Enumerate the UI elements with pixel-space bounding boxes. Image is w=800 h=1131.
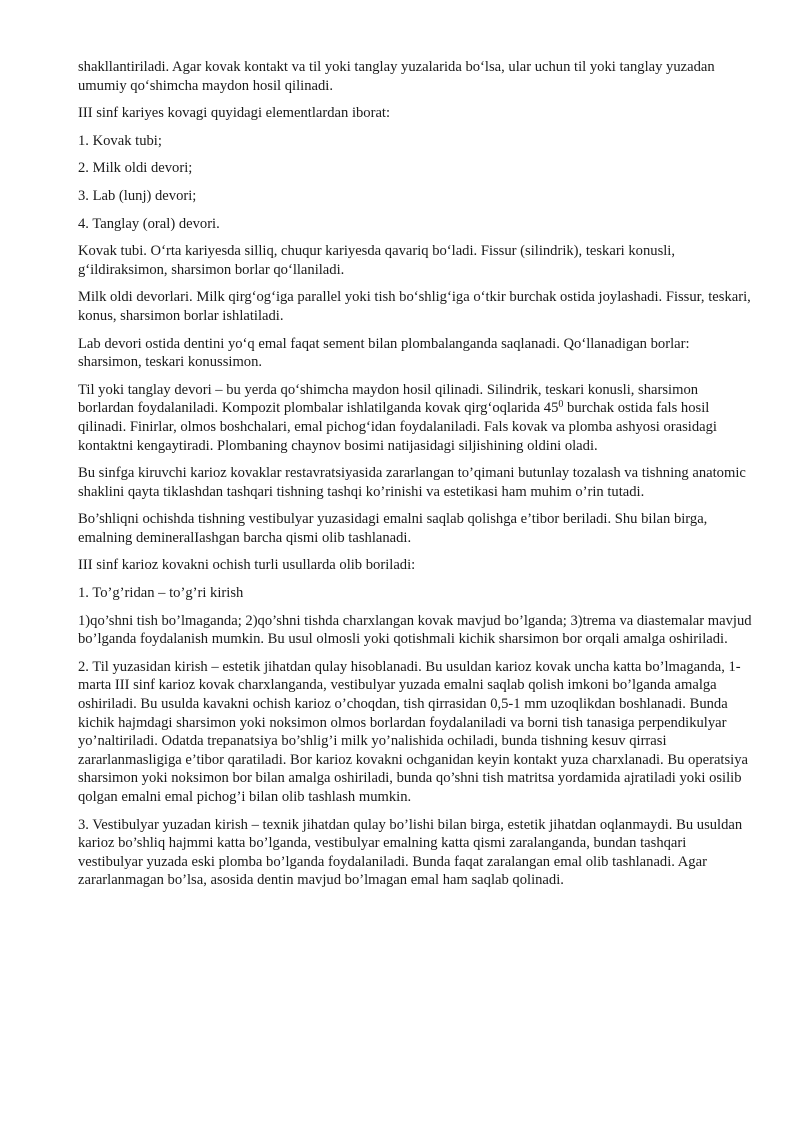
list-item-milk-oldi-devori: 2. Milk oldi devori; — [78, 160, 193, 177]
paragraph-milk-oldi-devorlari: Milk oldi devorlari. Milk qirg‘og‘iga parallel yoki tish bo‘shlig‘iga o‘tkir burchak ostida joylashadi. Fissur, teskari, konus, sharsimon borlar ishlatiladi. — [78, 289, 751, 324]
paragraph-restavratsiya: Bu sinfga kiruvchi karioz kovaklar restavratsiyasida zararlangan to’qimani butunlay tozalash va tishning anatomic shaklini qayta tiklashdan tashqari tishning tashqi ko’rinishi va estetikasi ham muhim o’rin tutadi. — [78, 465, 746, 500]
paragraph-til-yuzasidan-kirish: 2. Til yuzasidan kirish – estetik jihatdan qulay hisoblanadi. Bu usuldan karioz kovak uncha katta bo’lmaganda, 1-marta III sinf karioz kovak charxlanganda, vestibulyar yuzada emalni saqlab qolish imkoni bo’lganda amalga oshiriladi. Bu usulda kavakni ochish karioz o’choqdan, tish qirrasidan 0,5-1 mm uzoqlikdan boshlanadi. Bunda kichik hajmdagi sharsimon yoki noksimon olmos borlardan foydalaniladi va borni tish tanasiga perpendikulyar yo’naltiriladi. Odatda trepanatsiya bo’shlig’i milk yo’nalishida ochiladi, bunda tishning kesuv qirrasi zararlanmasligiga e’tibor qaratiladi. Bor karioz kovakni ochganidan keyin kontakt yuza charxlanadi. Bu operatsiya sharsimon yoki noksimon bor bilan amalga oshiriladi, bunda qo’shni tish matritsa yordamida ajratiladi yoki osilib qolgan emalni emal pichog’i bilan olib tashlash mumkin. — [78, 658, 748, 805]
paragraph-elements-intro: III sinf kariyes kovagi quyidagi elementlardan iborat: — [78, 105, 391, 122]
paragraph-text: burchak ostida fals hosil qilinadi. Finirlar, olmos boshchalari, emal pichog‘idan foydalaniladi. Fals kovak va plomba ashyosi orasidagi kontaktni kengaytiradi. Plombaning chaynov bosimi natijasidagi siljishining oldini oladi. — [78, 400, 717, 454]
paragraph-til-tanglay-devori — [78, 381, 754, 455]
paragraph-bo-shliqni-ochish: Bo’shliqni ochishda tishning vestibulyar yuzasidagi emalni saqlab qolishga e’tibor beriladi. Shu bilan birga, emalning demineralIashgan barcha qismi olib tashlanadi. — [78, 511, 708, 546]
list-item-lab-devori: 3. Lab (lunj) devori; — [78, 187, 197, 204]
paragraph-togridan-conditions: 1)qo’shni tish bo’lmaganda; 2)qo’shni tishda charxlangan kovak mavjud bo’lganda; 3)trema va diastemalar mavjud bo’lganda foydalanish mumkin. Bu usul olmosli yoki qotishmali kichik sharsimon bor orqali amalga oshiriladi. — [78, 612, 752, 648]
paragraph-lab-devori: Lab devori ostida dentini yo‘q emal faqat sement bilan plombalanganda saqlanadi. Qo‘llanadigan borlar: sharsimon, teskari konussimon. — [78, 335, 690, 371]
list-item-kovak-tubi: 1. Kovak tubi; — [78, 132, 162, 149]
paragraph-ochish-usullari-intro: III sinf karioz kovakni ochish turli usullarda olib boriladi: — [78, 557, 416, 574]
list-item-tanglay-devori: 4. Tanglay (oral) devori. — [78, 215, 220, 232]
paragraph-continuation: shakllantiriladi. Agar kovak kontakt va til yoki tanglay yuzalarida bo‘lsa, ular uchun til yoki tanglay yuzadan umumiy qo‘shimcha maydon hosil qilinadi. — [78, 59, 715, 94]
paragraph-vestibulyar-kirish: 3. Vestibulyar yuzadan kirish – texnik jihatdan qulay bo’lishi bilan birga, estetik jihatdan oqlanmaydi. Bu usuldan karioz bo’shliq hajmmi katta bo’lganda, vestibulyar emalning katta qismi zaralanganda, bundan tashqari vestibulyar yuzada eski plomba bo’lganda foydalaniladi. Bunda faqat zaralangan emal olib tashlanadi. Agar zararlanmagan bo’lsa, asosida dentin mavjud bo’lmagan emal ham saqlab qolinadi. — [78, 816, 743, 889]
paragraph-kovak-tubi: Kovak tubi. O‘rta kariyesda silliq, chuqur kariyesda qavariq bo‘ladi. Fissur (silindrik), teskari konusli, g‘ildiraksimon, sharsimon borlar qo‘llaniladi. — [78, 243, 676, 278]
degree-superscript: 0 — [558, 399, 564, 411]
paragraph-text: Til yoki tanglay devori – bu yerda qo‘shimcha maydon hosil qilinadi. Silindrik, teskari konusli, sharsimon borlardan foydalaniladi. Kompozit plombalar ishlatilganda kovak qirg‘oqlarida 45 — [78, 381, 699, 417]
document-page — [78, 58, 754, 899]
list-item-togridan-togri: 1. To’g’ridan – to’g’ri kirish — [78, 585, 244, 602]
